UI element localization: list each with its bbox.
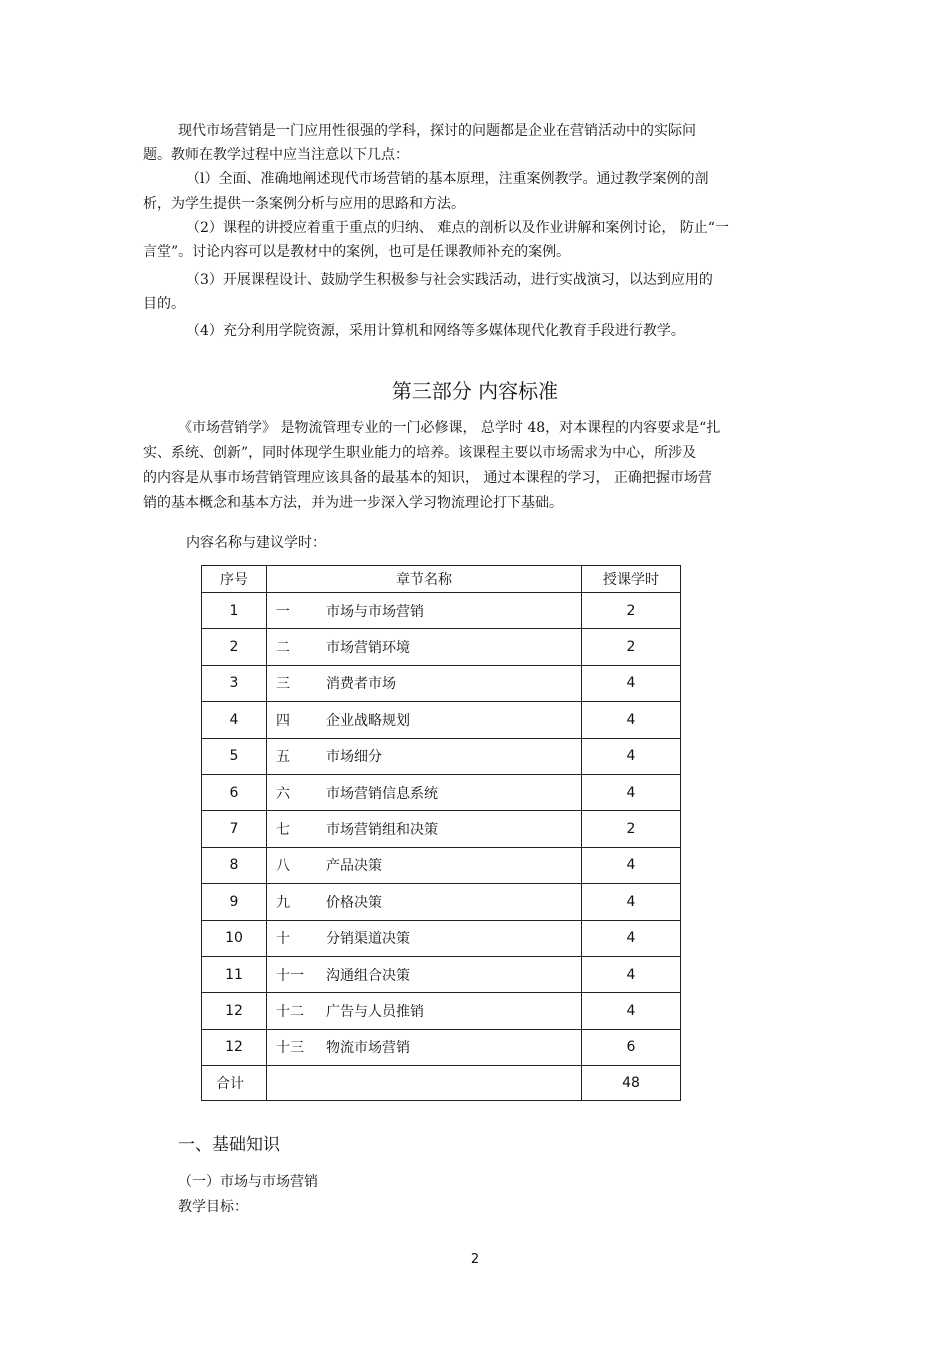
- row-no: 4: [202, 702, 267, 738]
- row-hours: 4: [582, 665, 681, 701]
- row-chapter: [267, 956, 582, 992]
- table-total-row: [202, 1066, 681, 1101]
- row-hours: 2: [582, 593, 681, 629]
- table-row: [202, 1029, 681, 1065]
- chapter-number: 十: [276, 931, 290, 948]
- table-row: [202, 593, 681, 629]
- table-row: [202, 920, 681, 956]
- row-no: 6: [202, 774, 267, 810]
- intro-line-3: （l）全面、准确地阐述现代市场营销的基本原理，注重案例教学。通过教学案例的剖: [186, 171, 709, 187]
- row-no: 1: [202, 593, 267, 629]
- chapter-name: 市场与市场营销: [326, 603, 424, 620]
- header-hours: 授课学时: [582, 566, 681, 593]
- row-hours: 4: [582, 993, 681, 1029]
- row-chapter: [267, 993, 582, 1029]
- row-chapter: [267, 811, 582, 847]
- row-no: 7: [202, 811, 267, 847]
- table-caption: 内容名称与建议学时：: [186, 535, 326, 551]
- total-empty-cell: [267, 1066, 582, 1101]
- row-chapter: [267, 593, 582, 629]
- section-line-3: 的内容是从事市场营销管理应该具备的最基本的知识， 通过本课程的学习， 正确把握市场营: [143, 470, 712, 486]
- chapter-number: 十二: [276, 1003, 304, 1020]
- table-row: [202, 738, 681, 774]
- chapter-name: 产品决策: [326, 858, 382, 875]
- table-row: [202, 956, 681, 992]
- row-no: 8: [202, 847, 267, 883]
- table-header-row: [202, 566, 681, 593]
- row-no: 3: [202, 665, 267, 701]
- row-hours: 4: [582, 884, 681, 920]
- section-line-4: 销的基本概念和基本方法，并为进一步深入学习物流理论打下基础。: [143, 495, 563, 511]
- chapter-number: 五: [276, 749, 290, 766]
- row-no: 12: [202, 1029, 267, 1065]
- intro-line-8: 目的。: [143, 296, 185, 312]
- chapter-number: 二: [276, 640, 290, 657]
- row-no: 11: [202, 956, 267, 992]
- table-row: [202, 811, 681, 847]
- intro-line-6: 言堂”。讨论内容可以是教材中的案例，也可是任课教师补充的案例。: [143, 244, 571, 260]
- section-line-1: 《市场营销学》 是物流管理专业的一门必修课， 总学时 48，对本课程的内容要求是“扎: [178, 420, 721, 436]
- header-chapter: 章节名称: [267, 566, 582, 593]
- table-row: [202, 993, 681, 1029]
- part-heading: 一、基础知识: [178, 1135, 280, 1155]
- section-title: 第三部分 内容标准: [391, 379, 559, 403]
- intro-line-4: 析，为学生提供一条案例分析与应用的思路和方法。: [143, 196, 465, 212]
- row-hours: 6: [582, 1029, 681, 1065]
- row-chapter: [267, 1029, 582, 1065]
- chapter-name: 市场营销环境: [326, 640, 410, 657]
- chapter-number: 四: [276, 712, 290, 729]
- intro-line-7: （3）开展课程设计、鼓励学生积极参与社会实践活动，进行实战演习，以达到应用的: [186, 272, 713, 288]
- row-no: 10: [202, 920, 267, 956]
- row-no: 2: [202, 629, 267, 665]
- chapter-number: 七: [276, 822, 290, 839]
- chapter-name: 广告与人员推销: [326, 1003, 424, 1020]
- course-table: [201, 565, 681, 1101]
- chapter-name: 市场营销信息系统: [326, 785, 438, 802]
- row-hours: 4: [582, 774, 681, 810]
- table-row: [202, 665, 681, 701]
- chapter-name: 市场细分: [326, 749, 382, 766]
- row-hours: 4: [582, 920, 681, 956]
- chapter-number: 十三: [276, 1040, 304, 1057]
- row-chapter: [267, 774, 582, 810]
- row-hours: 2: [582, 811, 681, 847]
- row-hours: 2: [582, 629, 681, 665]
- row-chapter: [267, 629, 582, 665]
- header-no: 序号: [202, 566, 267, 593]
- row-hours: 4: [582, 956, 681, 992]
- table-row: [202, 774, 681, 810]
- row-chapter: [267, 920, 582, 956]
- table-row: [202, 884, 681, 920]
- table-row: [202, 847, 681, 883]
- total-label: 合计: [202, 1066, 267, 1101]
- table-row: [202, 629, 681, 665]
- intro-line-1: 现代市场营销是一门应用性很强的学科，探讨的问题都是企业在营销活动中的实际问: [178, 123, 696, 139]
- row-chapter: [267, 702, 582, 738]
- chapter-name: 消费者市场: [326, 676, 396, 693]
- chapter-name: 市场营销组和决策: [326, 822, 438, 839]
- row-chapter: [267, 847, 582, 883]
- row-no: 5: [202, 738, 267, 774]
- chapter-number: 八: [276, 858, 290, 875]
- total-hours: 48: [582, 1066, 681, 1101]
- part-subheading: （一）市场与市场营销: [178, 1174, 318, 1190]
- table-row: [202, 702, 681, 738]
- intro-line-2: 题。教师在教学过程中应当注意以下几点：: [143, 147, 409, 163]
- chapter-number: 十一: [276, 967, 304, 984]
- teaching-objective-label: 教学目标：: [178, 1199, 248, 1215]
- row-chapter: [267, 665, 582, 701]
- chapter-name: 价格决策: [326, 894, 382, 911]
- page-number: 2: [470, 1252, 480, 1267]
- row-chapter: [267, 738, 582, 774]
- row-hours: 4: [582, 847, 681, 883]
- row-hours: 4: [582, 738, 681, 774]
- chapter-name: 沟通组合决策: [326, 967, 410, 984]
- section-line-2: 实、系统、创新”，同时体现学生职业能力的培养。该课程主要以市场需求为中心，所涉及: [143, 445, 697, 461]
- row-hours: 4: [582, 702, 681, 738]
- row-chapter: [267, 884, 582, 920]
- chapter-name: 分销渠道决策: [326, 931, 410, 948]
- chapter-name: 物流市场营销: [326, 1040, 410, 1057]
- row-no: 9: [202, 884, 267, 920]
- intro-line-9: （4）充分利用学院资源，采用计算机和网络等多媒体现代化教育手段进行教学。: [186, 323, 685, 339]
- row-no: 12: [202, 993, 267, 1029]
- chapter-number: 一: [276, 603, 290, 620]
- chapter-number: 六: [276, 785, 290, 802]
- chapter-number: 三: [276, 676, 290, 693]
- chapter-number: 九: [276, 894, 290, 911]
- intro-line-5: （2）课程的讲授应着重于重点的归纳、 难点的剖析以及作业讲解和案例讨论， 防止“一: [186, 220, 729, 236]
- chapter-name: 企业战略规划: [326, 712, 410, 729]
